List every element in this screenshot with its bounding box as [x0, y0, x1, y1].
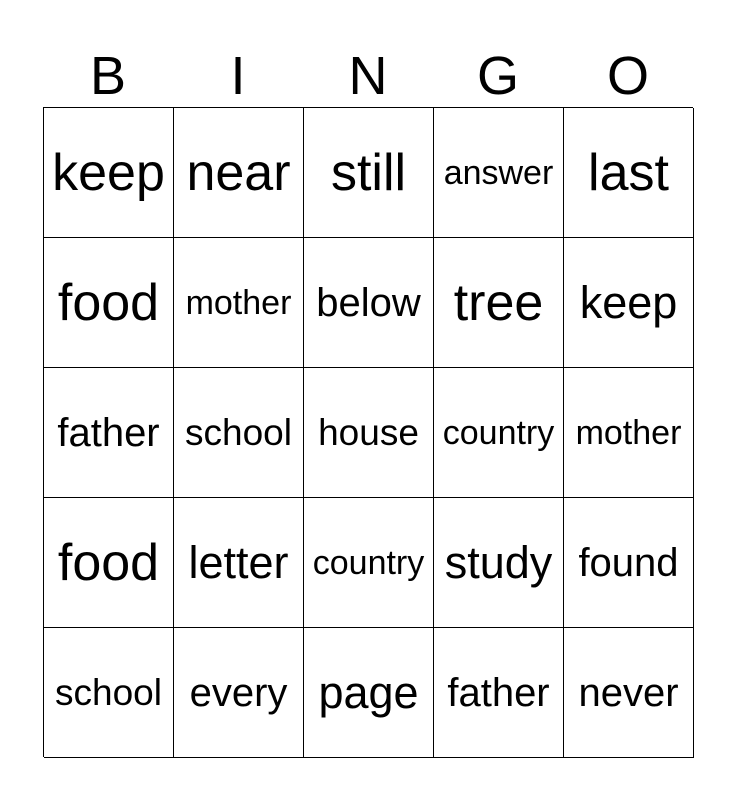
bingo-cell[interactable]: keep	[44, 108, 174, 238]
bingo-cell[interactable]: below	[304, 238, 434, 368]
bingo-cell[interactable]: father	[434, 628, 564, 758]
bingo-cell[interactable]: food	[44, 498, 174, 628]
bingo-cell[interactable]: tree	[434, 238, 564, 368]
bingo-cell[interactable]: page	[304, 628, 434, 758]
bingo-cell[interactable]: every	[174, 628, 304, 758]
bingo-header	[43, 44, 693, 108]
header-letter-o: O	[606, 46, 649, 106]
bingo-cell[interactable]: food	[44, 238, 174, 368]
bingo-cell[interactable]: country	[434, 368, 564, 498]
bingo-cell[interactable]: house	[304, 368, 434, 498]
bingo-cell[interactable]: still	[304, 108, 434, 238]
header-letter-b: B	[89, 46, 127, 106]
bingo-board	[43, 107, 693, 757]
bingo-cell[interactable]: answer	[434, 108, 564, 238]
bingo-cell[interactable]: last	[564, 108, 694, 238]
bingo-cell[interactable]: never	[564, 628, 694, 758]
bingo-cell[interactable]: country	[304, 498, 434, 628]
header-letter-g: G	[476, 46, 519, 106]
bingo-cell[interactable]: keep	[564, 238, 694, 368]
header-letter-i: I	[230, 46, 246, 106]
bingo-cell[interactable]: found	[564, 498, 694, 628]
bingo-cell[interactable]: letter	[174, 498, 304, 628]
bingo-cell[interactable]: father	[44, 368, 174, 498]
bingo-cell[interactable]: mother	[564, 368, 694, 498]
bingo-cell[interactable]: school	[174, 368, 304, 498]
header-letter-n: N	[348, 46, 388, 106]
bingo-cell[interactable]: near	[174, 108, 304, 238]
bingo-cell[interactable]: school	[44, 628, 174, 758]
bingo-cell[interactable]: mother	[174, 238, 304, 368]
bingo-cell[interactable]: study	[434, 498, 564, 628]
